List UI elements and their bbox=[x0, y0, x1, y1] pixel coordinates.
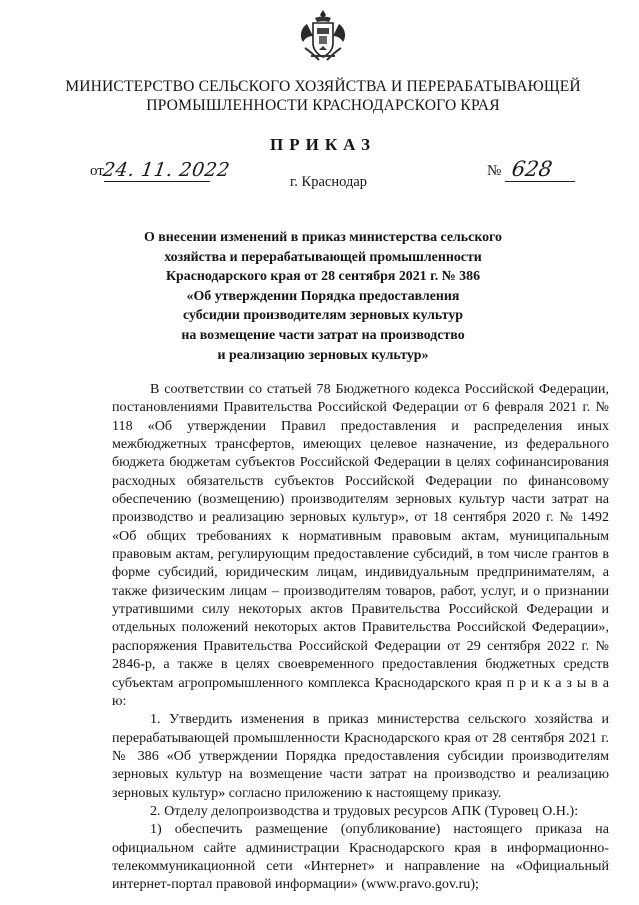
item-2-paragraph: 2. Отделу делопроизводства и трудовых ресурсов АПК (Туровец О.Н.): bbox=[150, 802, 579, 819]
item-1-paragraph: 1. Утвердить изменения в приказ министерства сельского хозяйства и перерабатывающей промышленности Краснодарского края от 28 сентября 2021 г. № 386 «Об утверждении Порядка предоставления субсидии производителям зерновых культур на возмещение части затрат на производство и реализацию зерновых культур» согласно приложению к настоящему приказу. bbox=[112, 711, 609, 801]
item-2-1-paragraph: 1) обеспечить размещение (опубликование) настоящего приказа на официальном сайте администрации Краснодарского края в информационно-телекоммуникационной сети «Интернет» и направление на «Официальный интернет-портал правовой информации» (www.pravo.gov.ru); bbox=[112, 821, 609, 893]
document-type-heading: ПРИКАЗ bbox=[270, 135, 376, 154]
document-title bbox=[130, 228, 516, 365]
title-line: О внесении изменений в приказ министерства сельского bbox=[143, 230, 502, 245]
title-line: и реализацию зерновых культур» bbox=[217, 347, 429, 363]
title-line: «Об утверждении Порядка предоставления bbox=[186, 288, 460, 304]
ministry-name-line1: МИНИСТЕРСТВО СЕЛЬСКОГО ХОЗЯЙСТВА И ПЕРЕРАБАТЫВАЮЩЕЙ bbox=[65, 78, 581, 95]
title-line: Краснодарского края от 28 сентября 2021 г. № 386 bbox=[165, 269, 481, 285]
city-label: г. Краснодар bbox=[290, 174, 368, 190]
order-word: п р и к а з ы в а ю: bbox=[112, 674, 609, 709]
handwritten-date: 24. 11. 2022 bbox=[101, 159, 232, 181]
preamble-text: В соответствии со статьей 78 Бюджетного кодекса Российской Федерации, постановлениями Правительства Российской Федерации от 6 февраля 2021 г. № 118 «Об утверждении Правил предоставления и распределения иных межбюджетных трансфертов, имеющих целевое назначение, из федерального бюджета бюджетам субъектов Российской Федерации в целях софинансирования расходных обязательств субъектов Российской Федерации по финансовому обеспечению (возмещению) производителям зерновых культур части затрат на производство и реализацию зерновых культур», от 18 сентября 2020 г. № 1492 «Об общих требованиях к нормативным правовым актам, муниципальным правовым актам, регулирующим предоставление субсидий, в том числе грантов в форме субсидий, юридическим лицам, индивидуальным предпринимателям, а также физическим лицам – производителям товаров, работ, услуг, и о признании утратившими силу некоторых актов Правительства Российской Федерации и отдельных положений некоторых актов Правительства Российской Федерации», распоряжения Правительства Российской Федерации от 29 сентября 2022 г. № 2846-р, а также в целях своевременного предоставления бюджетных средств субъектам агропромышленного комплекса Краснодарского края bbox=[112, 381, 609, 691]
number-underline bbox=[505, 181, 575, 182]
date-underline bbox=[104, 181, 210, 182]
handwritten-number: 628 bbox=[510, 157, 554, 181]
title-line: хозяйства и перерабатывающей промышленности bbox=[164, 249, 482, 265]
date-prefix: от bbox=[90, 163, 104, 179]
document-body bbox=[112, 380, 609, 894]
preamble-paragraph bbox=[112, 380, 609, 710]
number-prefix: № bbox=[487, 163, 502, 179]
ministry-name-line2: ПРОМЫШЛЕННОСТИ КРАСНОДАРСКОГО КРАЯ bbox=[146, 97, 500, 114]
title-line: на возмещение части затрат на производство bbox=[181, 327, 465, 343]
coat-of-arms-icon bbox=[297, 8, 349, 64]
title-line: субсидии производителям зерновых культур bbox=[182, 308, 463, 324]
